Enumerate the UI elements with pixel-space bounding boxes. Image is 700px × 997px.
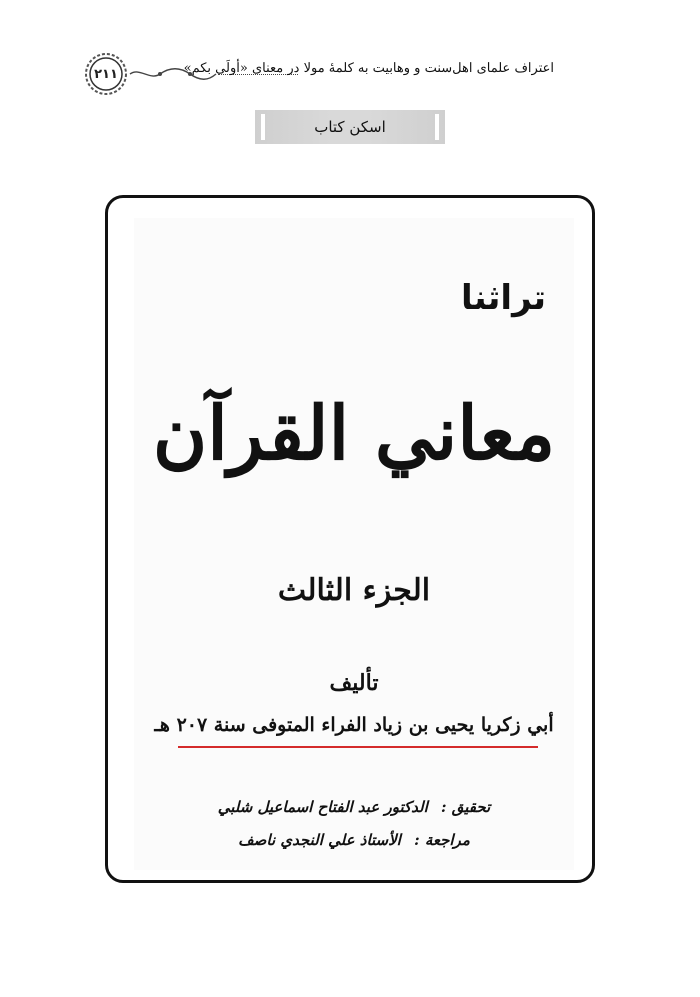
page-header [84,52,554,96]
series-title: تراثنا [461,278,546,318]
book-cover-scan [134,218,574,870]
book-scan-frame [105,195,595,883]
credit-role: تحقيق : [440,798,491,816]
book-title: معاني القرآن [152,391,556,477]
author-label: تأليف [329,670,379,696]
running-title: اعتراف علمای اهل‌سنت و وهابیت به کلمهٔ مولا در معنای «أولَی بکم» [183,61,554,76]
red-underline [178,746,538,748]
credit-editor [134,798,574,816]
volume-title: الجزء الثالث [277,573,431,608]
credit-reviewer [134,831,574,849]
page-number: ۲۱۱ [94,66,118,82]
scan-label: اسکن کتاب [255,110,445,144]
page-number-badge [84,52,128,96]
credit-role: مراجعة : [414,831,470,849]
credit-name: الدكتور عبد الفتاح اسماعيل شلبي [217,798,428,816]
author-name: أبي زكريا يحيى بن زياد الفراء المتوفى سنة ٢٠٧ هـ [154,714,554,736]
credit-name: الأستاذ علي النجدي ناصف [238,831,401,849]
